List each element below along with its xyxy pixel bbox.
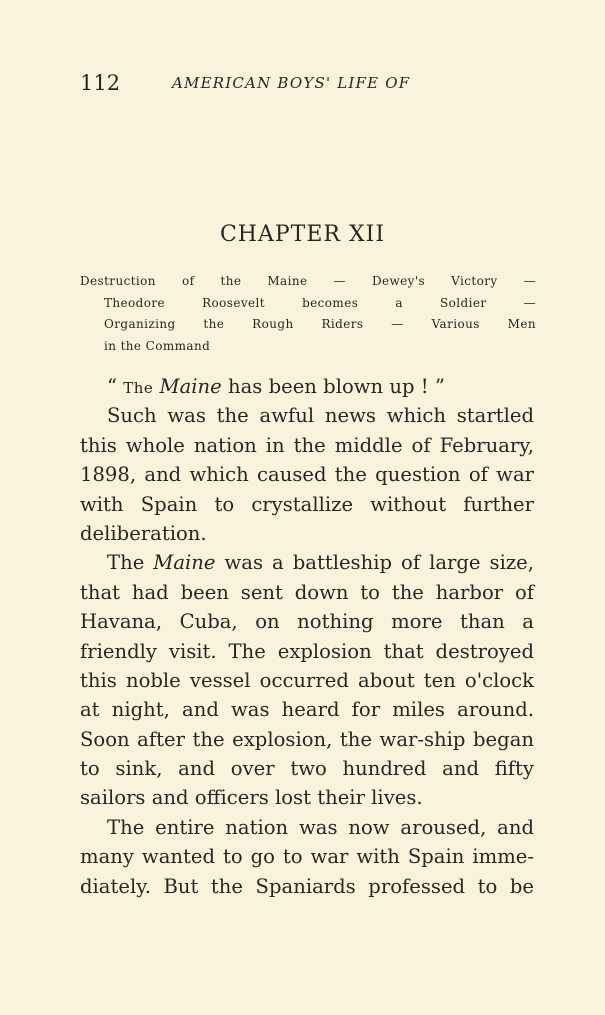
page-number: 112 xyxy=(80,71,121,95)
summary-line: Organizing the Rough Riders — Various Men xyxy=(104,317,536,331)
paragraph-line: The entire nation was now aroused, and xyxy=(107,815,534,839)
paragraph-line: Soon after the explosion, the war-ship began xyxy=(80,727,534,751)
paragraph-line: this noble vessel occurred about ten o'clock xyxy=(80,668,534,692)
text-run: The xyxy=(107,551,154,575)
quote-rest: has been blown up ! ” xyxy=(221,375,445,398)
paragraph-line: to sink, and over two hundred and fifty xyxy=(80,757,534,781)
ship-name: Maine xyxy=(159,375,222,398)
summary-line: Destruction of the Maine — Dewey's Victory — xyxy=(80,274,536,288)
paragraph-line: deliberation. xyxy=(80,521,207,545)
chapter-summary xyxy=(80,271,536,357)
body-text xyxy=(80,372,534,901)
paragraph-line: that had been sent down to the harbor of xyxy=(80,580,534,604)
paragraph-line: 1898, and which caused the question of war xyxy=(80,463,534,487)
paragraph-line: sailors and officers lost their lives. xyxy=(80,786,423,810)
paragraph-line: at night, and was heard for miles around. xyxy=(80,698,534,722)
running-head xyxy=(80,68,540,98)
paragraph-line xyxy=(80,548,534,577)
ship-name: Maine xyxy=(153,551,216,575)
paragraph-line xyxy=(80,372,534,401)
paragraph-line: Havana, Cuba, on nothing more than a xyxy=(80,610,534,634)
running-title: AMERICAN BOYS' LIFE OF xyxy=(172,74,411,92)
paragraph-line: many wanted to go to war with Spain imme- xyxy=(80,845,534,869)
summary-line: in the Command xyxy=(104,338,211,353)
small-caps-the: The xyxy=(123,379,154,397)
open-quote: “ xyxy=(107,375,124,398)
summary-line: Theodore Roosevelt becomes a Soldier — xyxy=(104,295,536,310)
paragraph-line: friendly visit. The explosion that destroyed xyxy=(80,639,534,663)
paragraph-line: with Spain to crystallize without further xyxy=(80,492,534,516)
paragraph-line: this whole nation in the middle of February, xyxy=(80,433,534,457)
text-run: was a battleship of large size, xyxy=(215,551,534,575)
paragraph-line: diately. But the Spaniards professed to be xyxy=(80,874,534,898)
paragraph-line: Such was the awful news which startled xyxy=(107,404,534,428)
chapter-title: CHAPTER XII xyxy=(219,222,386,247)
